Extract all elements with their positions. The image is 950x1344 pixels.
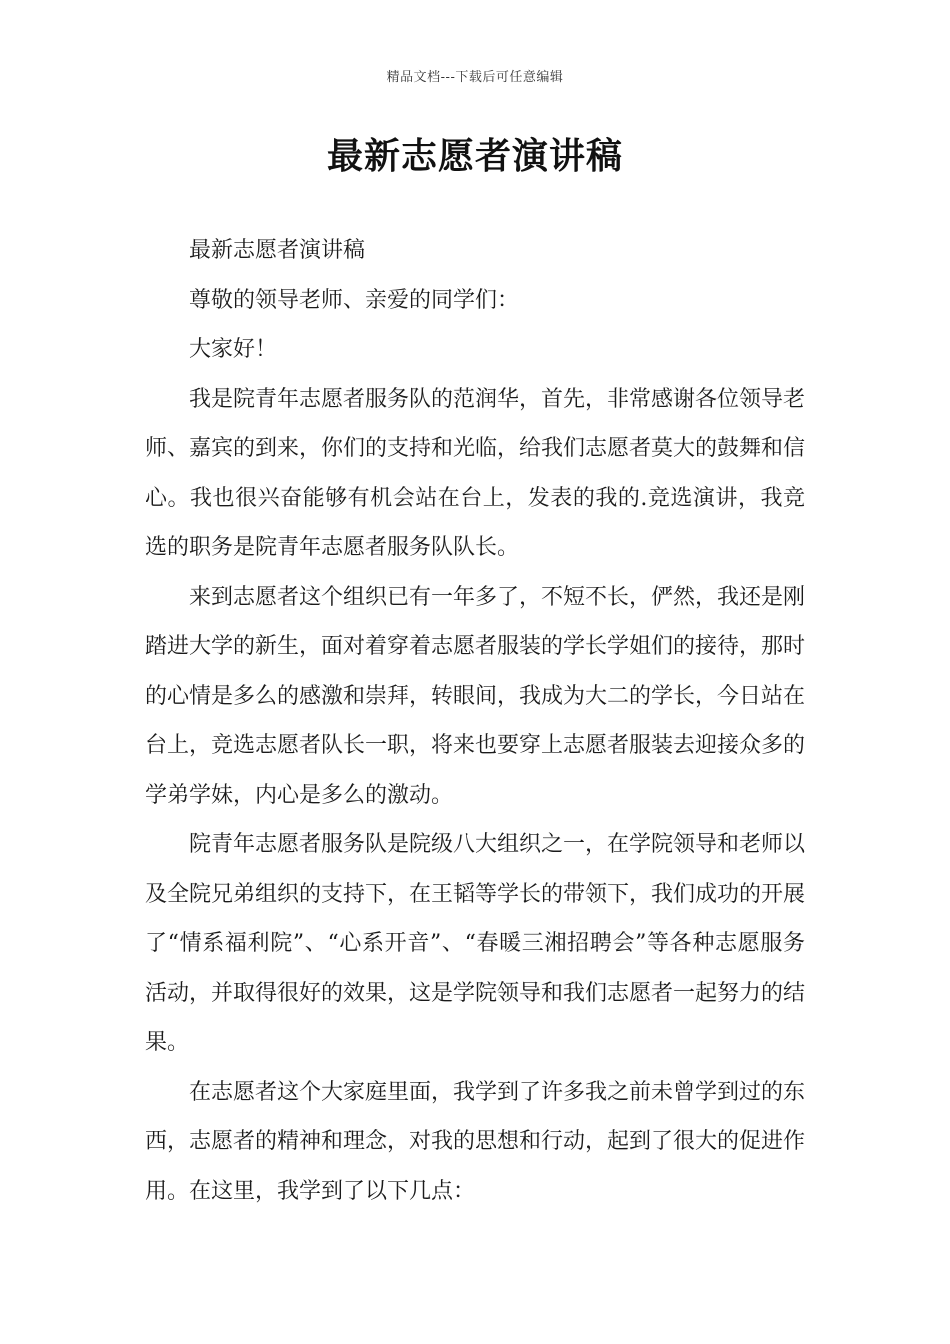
paragraph: 我是院青年志愿者服务队的范润华，首先，非常感谢各位领导老师、嘉宾的到来，你们的支持和光临，给我们志愿者莫大的鼓舞和信心。我也很兴奋能够有机会站在台上，发表的我的.竞选演讲，我竞选的职务是院青年志愿者服务队队长。	[145, 386, 806, 560]
paragraph-greeting: 大家好！	[189, 337, 278, 362]
paragraph: 来到志愿者这个组织已有一年多了，不短不长，俨然，我还是刚踏进大学的新生，面对着穿着志愿者服装的学长学姐们的接待，那时的心情是多么的感激和崇拜，转眼间，我成为大二的学长，今日站在台上，竞选志愿者队长一职，将来也要穿上志愿者服装去迎接众多的学弟学妹，内心是多么的激动。	[145, 584, 806, 808]
paragraph-salutation: 尊敬的领导老师、亲爱的同学们：	[189, 287, 520, 313]
document-body	[145, 226, 805, 1216]
document-title: 最新志愿者演讲稿	[326, 136, 623, 177]
paragraph: 院青年志愿者服务队是院级八大组织之一，在学院领导和老师以及全院兄弟组织的支持下，在王韬等学长的带领下，我们成功的开展了“情系福利院”、“心系开音”、“春暖三湘招聘会”等各种志愿服务活动，并取得很好的效果，这是学院领导和我们志愿者一起努力的结果。	[145, 832, 806, 1055]
header-note: 精品文档---下载后可任意编辑	[386, 70, 564, 85]
paragraph: 在志愿者这个大家庭里面，我学到了许多我之前未曾学到过的东西，志愿者的精神和理念，对我的思想和行动，起到了很大的促进作用。在这里，我学到了以下几点：	[145, 1079, 806, 1204]
paragraph-subtitle: 最新志愿者演讲稿	[189, 238, 366, 263]
